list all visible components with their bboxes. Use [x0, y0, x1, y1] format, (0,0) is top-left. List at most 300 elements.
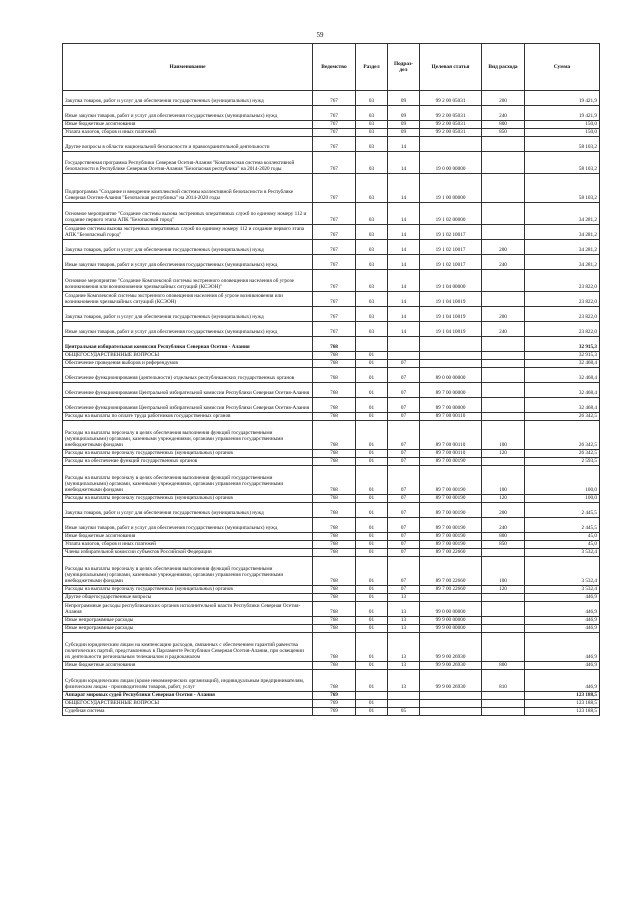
table-row [63, 121, 600, 129]
row-expense-type [482, 549, 525, 557]
row-subsection: 07 [388, 383, 420, 398]
row-ministry: 768 [313, 352, 356, 360]
row-name: Другие общегосударственные вопросы [63, 594, 313, 602]
row-sum: 32 915,3 [525, 352, 600, 360]
row-ministry: 768 [313, 495, 356, 503]
row-expense-type [482, 383, 525, 398]
row-ministry: 767 [313, 129, 356, 137]
table-row [63, 421, 600, 450]
row-sum: 123 188,5 [525, 700, 600, 708]
row-name: Иные непрограммные расходы [63, 617, 313, 625]
row-target [420, 337, 482, 352]
row-sum: 45,0 [525, 541, 600, 549]
row-ministry: 768 [313, 360, 356, 368]
row-ministry: 767 [313, 203, 356, 225]
row-name: Уплата налогов, сборов и иных платежей [63, 541, 313, 549]
row-sum: 23 822,0 [525, 292, 600, 307]
row-expense-type [482, 368, 525, 383]
row-ministry: 767 [313, 225, 356, 240]
row-expense-type: 850 [482, 541, 525, 549]
row-ministry: 768 [313, 662, 356, 670]
row-target: 99 0 00 00000 [420, 602, 482, 617]
row-section: 01 [356, 662, 388, 670]
row-target: 19 1 04 00000 [420, 270, 482, 292]
row-target: 99 2 00 05031 [420, 91, 482, 106]
row-subsection: 09 [388, 106, 420, 121]
row-target: 89 7 00 00190 [420, 518, 482, 533]
row-expense-type: 200 [482, 240, 525, 255]
row-section: 03 [356, 240, 388, 255]
row-subsection: 14 [388, 203, 420, 225]
table-row [63, 413, 600, 421]
row-expense-type: 240 [482, 106, 525, 121]
row-name: Аппарат мировых судей Республики Северная Осетия - Алания [63, 692, 313, 700]
row-section: 01 [356, 625, 388, 633]
header-section: Раздел [356, 44, 388, 91]
row-target: 19 1 02 10017 [420, 255, 482, 270]
row-target: 89 7 00 00110 [420, 450, 482, 458]
row-subsection [388, 692, 420, 700]
row-subsection: 14 [388, 255, 420, 270]
row-sum: 34 281,2 [525, 203, 600, 225]
row-target: 19 1 02 00000 [420, 203, 482, 225]
header-ministry: Ведомство [313, 44, 356, 91]
table-row [63, 270, 600, 292]
row-section [356, 692, 388, 700]
header-expense-type: Вид расхода [482, 44, 525, 91]
row-sum: 150,0 [525, 121, 600, 129]
header-target: Целевая статья [420, 44, 482, 91]
table-row [63, 708, 600, 716]
row-sum: 58 103,2 [525, 152, 600, 174]
row-ministry: 768 [313, 586, 356, 594]
row-section: 01 [356, 398, 388, 413]
row-expense-type [482, 352, 525, 360]
row-target: 19 1 04 10019 [420, 322, 482, 337]
row-name: Расходы на выплаты персоналу государственных (муниципальных) органов [63, 495, 313, 503]
row-sum: 446,9 [525, 670, 600, 692]
row-subsection: 13 [388, 662, 420, 670]
row-name: Государственная программа Республики Северная Осетия-Алания "Комплексная система коллективной безопасности в Республике Северная Осетия-Алания "Безопасная республика" на 2014-2020 годы [63, 152, 313, 174]
table-row [63, 398, 600, 413]
row-sum: 446,9 [525, 662, 600, 670]
row-target: 89 7 00 22660 [420, 557, 482, 586]
row-sum: 150,0 [525, 129, 600, 137]
row-subsection: 07 [388, 541, 420, 549]
row-ministry: 768 [313, 557, 356, 586]
row-expense-type [482, 203, 525, 225]
row-expense-type: 100 [482, 421, 525, 450]
row-ministry: 768 [313, 398, 356, 413]
row-section: 03 [356, 129, 388, 137]
row-ministry: 767 [313, 322, 356, 337]
row-name: Расходы на выплаты персоналу в целях обеспечения выполнения функций государственными (муниципальными) органами, казенными учреждениями, органами управления государственными внебюджетными фондами [63, 466, 313, 495]
row-section: 01 [356, 700, 388, 708]
row-sum: 34 281,2 [525, 225, 600, 240]
row-subsection: 07 [388, 368, 420, 383]
row-target [420, 360, 482, 368]
row-sum: 100,0 [525, 495, 600, 503]
row-section: 03 [356, 174, 388, 203]
row-expense-type [482, 174, 525, 203]
row-subsection: 07 [388, 398, 420, 413]
row-name: Иные закупки товаров, работ и услуг для обеспечения государственных (муниципальных) нужд [63, 255, 313, 270]
row-target: 19 1 02 10017 [420, 225, 482, 240]
row-ministry: 768 [313, 670, 356, 692]
row-name: Подпрограмма "Создание и внедрение комплексной системы коллективной безопасности в Республике Северная Осетия-Алания "Безопасная республика" на 2014-2020 годы [63, 174, 313, 203]
table-row [63, 368, 600, 383]
row-section: 01 [356, 541, 388, 549]
row-target: 19 1 04 10019 [420, 292, 482, 307]
row-ministry: 768 [313, 602, 356, 617]
table-row [63, 322, 600, 337]
row-sum: 19 421,9 [525, 106, 600, 121]
row-name: Субсидии юридическим лицам (кроме некоммерческих организаций), индивидуальным предпринимателям, физическим лицам - производителям товаров, работ, услуг [63, 670, 313, 692]
row-ministry: 768 [313, 421, 356, 450]
row-sum: 19 421,9 [525, 91, 600, 106]
row-section: 01 [356, 421, 388, 450]
table-row [63, 617, 600, 625]
table-row [63, 450, 600, 458]
table-row [63, 518, 600, 533]
row-section: 01 [356, 450, 388, 458]
row-expense-type: 100 [482, 466, 525, 495]
row-expense-type [482, 633, 525, 662]
row-target: 89 7 00 00110 [420, 413, 482, 421]
row-subsection: 13 [388, 625, 420, 633]
row-target: 89 7 00 00190 [420, 533, 482, 541]
row-sum: 446,9 [525, 594, 600, 602]
row-name: Основное мероприятие "Создание Комплексной системы экстренного оповещения населения об угрозе возникновения или возникновении чрезвычайных ситуаций (КСЭОН)" [63, 270, 313, 292]
row-section: 03 [356, 307, 388, 322]
row-expense-type [482, 700, 525, 708]
row-name: Закупка товаров, работ и услуг для обеспечения государственных (муниципальных) нужд [63, 503, 313, 518]
row-expense-type [482, 594, 525, 602]
row-expense-type: 240 [482, 255, 525, 270]
table-row [63, 594, 600, 602]
row-section: 03 [356, 121, 388, 129]
row-expense-type [482, 337, 525, 352]
row-ministry: 768 [313, 337, 356, 352]
table-row [63, 307, 600, 322]
row-name: Расходы на выплаты персоналу государственных (муниципальных) органов [63, 450, 313, 458]
row-name: Иные закупки товаров, работ и услуг для обеспечения государственных (муниципальных) нужд [63, 518, 313, 533]
row-section: 03 [356, 106, 388, 121]
row-section: 03 [356, 152, 388, 174]
row-name: Центральная избирательная комиссия Республики Северная Осетия - Алания [63, 337, 313, 352]
row-section: 01 [356, 708, 388, 716]
row-ministry: 767 [313, 255, 356, 270]
row-target: 89 7 00 00190 [420, 466, 482, 495]
row-target [420, 594, 482, 602]
header-name: Наименование [63, 44, 313, 91]
row-subsection: 05 [388, 708, 420, 716]
row-ministry: 769 [313, 692, 356, 700]
row-sum: 58 103,2 [525, 174, 600, 203]
row-expense-type: 120 [482, 450, 525, 458]
row-ministry: 768 [313, 617, 356, 625]
row-name: Расходы на выплаты персоналу в целях обеспечения выполнения функций государственными (муниципальными) органами, казенными учреждениями, органами управления государственными внебюджетными фондами [63, 421, 313, 450]
row-section: 03 [356, 255, 388, 270]
row-ministry: 767 [313, 152, 356, 174]
row-target [420, 708, 482, 716]
row-expense-type [482, 225, 525, 240]
table-row [63, 174, 600, 203]
row-section: 01 [356, 383, 388, 398]
row-subsection [388, 700, 420, 708]
row-sum: 2 445,5 [525, 518, 600, 533]
row-name: Уплата налогов, сборов и иных платежей [63, 129, 313, 137]
row-section: 01 [356, 602, 388, 617]
row-sum: 446,9 [525, 602, 600, 617]
row-section [356, 337, 388, 352]
row-name: Иные бюджетные ассигнования [63, 121, 313, 129]
row-ministry: 767 [313, 137, 356, 152]
row-section: 03 [356, 225, 388, 240]
header-sum: Сумма [525, 44, 600, 91]
table-row [63, 137, 600, 152]
table-row [63, 292, 600, 307]
row-section: 01 [356, 466, 388, 495]
row-subsection [388, 352, 420, 360]
row-sum: 58 103,2 [525, 137, 600, 152]
row-ministry: 767 [313, 270, 356, 292]
row-section: 03 [356, 91, 388, 106]
row-ministry: 768 [313, 503, 356, 518]
row-name: Закупка товаров, работ и услуг для обеспечения государственных (муниципальных) нужд [63, 91, 313, 106]
table-row [63, 337, 600, 352]
row-ministry: 767 [313, 292, 356, 307]
table-row [63, 152, 600, 174]
table-row [63, 633, 600, 662]
table-row [63, 91, 600, 106]
table-row [63, 602, 600, 617]
row-section: 01 [356, 360, 388, 368]
row-expense-type [482, 692, 525, 700]
table-row [63, 225, 600, 240]
row-subsection: 14 [388, 307, 420, 322]
table-row [63, 240, 600, 255]
row-section: 01 [356, 368, 388, 383]
table-row [63, 503, 600, 518]
row-sum: 34 281,2 [525, 255, 600, 270]
row-section: 01 [356, 413, 388, 421]
row-expense-type [482, 152, 525, 174]
table-row [63, 360, 600, 368]
row-ministry: 767 [313, 106, 356, 121]
row-ministry: 768 [313, 518, 356, 533]
table-row [63, 352, 600, 360]
row-ministry: 767 [313, 307, 356, 322]
row-target: 89 7 00 00110 [420, 421, 482, 450]
row-section: 01 [356, 495, 388, 503]
row-expense-type: 240 [482, 518, 525, 533]
row-sum: 23 822,0 [525, 270, 600, 292]
table-row [63, 662, 600, 670]
row-subsection: 09 [388, 129, 420, 137]
row-target: 19 0 00 00000 [420, 152, 482, 174]
row-ministry: 768 [313, 466, 356, 495]
row-name: Другие вопросы в области национальной безопасности и правоохранительной деятельности [63, 137, 313, 152]
row-expense-type [482, 360, 525, 368]
row-ministry: 767 [313, 174, 356, 203]
row-name: Основное мероприятие "Создание системы вызова экстренных оперативных служб по единому номеру 112 и создание первого этапа АПК "Безопасный город" [63, 203, 313, 225]
row-sum: 123 188,5 [525, 692, 600, 700]
row-subsection: 07 [388, 413, 420, 421]
row-ministry: 767 [313, 240, 356, 255]
table-row [63, 670, 600, 692]
row-sum: 26 342,5 [525, 413, 600, 421]
row-target [420, 692, 482, 700]
row-ministry: 768 [313, 633, 356, 662]
row-name: Расходы на выплаты персоналу в целях обеспечения выполнения функций государственными (муниципальными) органами, казенными учреждениями, органами управления государственными внебюджетными фондами [63, 557, 313, 586]
row-ministry: 768 [313, 549, 356, 557]
row-subsection: 07 [388, 450, 420, 458]
table-header-row [63, 44, 600, 91]
row-ministry: 768 [313, 368, 356, 383]
row-target: 89 7 00 00000 [420, 383, 482, 398]
row-ministry: 769 [313, 700, 356, 708]
row-subsection: 13 [388, 670, 420, 692]
row-target: 89 7 00 22660 [420, 586, 482, 594]
row-name: Субсидии юридическим лицам на компенсацию расходов, связанных с обеспечением гарантий равенства политических партий, представленных в Парламенте Республики Северная Осетия-Алания, при освещении их деятельности региональным телеканалом и радиоканалом [63, 633, 313, 662]
row-target [420, 700, 482, 708]
row-name: Создание Комплексной системы экстренного оповещения населения об угрозе возникновения или возникновении чрезвычайных ситуаций (КСЭОН) [63, 292, 313, 307]
row-ministry: 768 [313, 450, 356, 458]
row-target: 99 9 00 26930 [420, 670, 482, 692]
row-name: Судебная система [63, 708, 313, 716]
row-ministry: 768 [313, 533, 356, 541]
row-sum: 3 532,4 [525, 557, 600, 586]
row-target: 99 9 00 26930 [420, 662, 482, 670]
row-section: 01 [356, 352, 388, 360]
row-section: 01 [356, 549, 388, 557]
row-expense-type: 800 [482, 533, 525, 541]
row-name: Обеспечение проведения выборов и референдумов [63, 360, 313, 368]
row-section: 01 [356, 617, 388, 625]
row-name: Иные закупки товаров, работ и услуг для обеспечения государственных (муниципальных) нужд [63, 106, 313, 121]
row-sum: 32 468,4 [525, 360, 600, 368]
row-subsection: 07 [388, 549, 420, 557]
table-row [63, 458, 600, 466]
row-expense-type: 200 [482, 307, 525, 322]
row-target: 89 7 00 00190 [420, 458, 482, 466]
table-row [63, 533, 600, 541]
row-section: 01 [356, 557, 388, 586]
row-target [420, 137, 482, 152]
row-ministry: 769 [313, 708, 356, 716]
row-subsection: 13 [388, 594, 420, 602]
row-expense-type: 850 [482, 129, 525, 137]
row-target: 89 7 00 00190 [420, 495, 482, 503]
row-subsection: 07 [388, 503, 420, 518]
row-name: Закупка товаров, работ и услуг для обеспечения государственных (муниципальных) нужд [63, 240, 313, 255]
row-target [420, 352, 482, 360]
row-expense-type [482, 398, 525, 413]
row-target: 99 2 00 05031 [420, 106, 482, 121]
row-subsection: 07 [388, 458, 420, 466]
row-subsection: 07 [388, 495, 420, 503]
row-section: 01 [356, 633, 388, 662]
row-subsection: 14 [388, 270, 420, 292]
row-sum: 446,9 [525, 617, 600, 625]
row-subsection: 14 [388, 174, 420, 203]
row-section: 01 [356, 518, 388, 533]
row-subsection: 07 [388, 466, 420, 495]
row-expense-type: 100 [482, 557, 525, 586]
row-subsection: 14 [388, 322, 420, 337]
row-subsection: 07 [388, 518, 420, 533]
table-row [63, 495, 600, 503]
row-subsection: 09 [388, 91, 420, 106]
row-name: Обеспечение функционирования Центральной избирательной комиссии Республики Северная Осетия-Алания [63, 398, 313, 413]
row-ministry: 768 [313, 383, 356, 398]
row-sum: 446,9 [525, 633, 600, 662]
row-expense-type [482, 292, 525, 307]
row-expense-type: 200 [482, 503, 525, 518]
row-name: Иные бюджетные ассигнования [63, 533, 313, 541]
table-row [63, 383, 600, 398]
row-sum: 23 822,0 [525, 307, 600, 322]
row-section: 01 [356, 503, 388, 518]
row-target: 89 0 00 00000 [420, 368, 482, 383]
row-expense-type: 120 [482, 586, 525, 594]
row-target: 99 9 00 26930 [420, 633, 482, 662]
row-sum: 23 822,0 [525, 322, 600, 337]
row-section: 01 [356, 670, 388, 692]
row-sum: 26 342,5 [525, 450, 600, 458]
row-sum: 3 532,4 [525, 549, 600, 557]
row-section: 01 [356, 458, 388, 466]
row-expense-type [482, 270, 525, 292]
row-sum: 26 342,5 [525, 421, 600, 450]
row-section: 03 [356, 137, 388, 152]
row-subsection: 13 [388, 633, 420, 662]
row-subsection: 07 [388, 586, 420, 594]
row-section: 03 [356, 270, 388, 292]
row-subsection: 14 [388, 137, 420, 152]
row-subsection: 07 [388, 533, 420, 541]
row-subsection: 07 [388, 557, 420, 586]
row-name: Расходы на выплаты по оплате труда работников государственных органов [63, 413, 313, 421]
row-sum: 446,9 [525, 625, 600, 633]
row-expense-type [482, 625, 525, 633]
row-name: Иные непрограммные расходы [63, 625, 313, 633]
row-target: 89 7 00 00000 [420, 398, 482, 413]
row-expense-type [482, 137, 525, 152]
table-row [63, 700, 600, 708]
row-section: 01 [356, 594, 388, 602]
row-name: ОБЩЕГОСУДАРСТВЕННЫЕ ВОПРОСЫ [63, 700, 313, 708]
row-subsection: 07 [388, 360, 420, 368]
row-name: Обеспечение функционирования Центральной избирательной комиссии Республики Северная Осетия-Алания [63, 383, 313, 398]
row-sum: 123 188,5 [525, 708, 600, 716]
row-target: 19 1 04 10019 [420, 307, 482, 322]
row-target: 99 2 00 05031 [420, 129, 482, 137]
row-name: Закупка товаров, работ и услуг для обеспечения государственных (муниципальных) нужд [63, 307, 313, 322]
row-target: 19 1 00 00000 [420, 174, 482, 203]
table-row [63, 625, 600, 633]
row-sum: 45,0 [525, 533, 600, 541]
row-subsection [388, 337, 420, 352]
row-subsection: 09 [388, 121, 420, 129]
row-expense-type [482, 617, 525, 625]
table-row [63, 541, 600, 549]
table-row [63, 692, 600, 700]
table-row [63, 106, 600, 121]
page-number: 59 [316, 31, 324, 39]
row-name: Обеспечение функционирования (деятельности) отдельных республиканских государственных органов [63, 368, 313, 383]
